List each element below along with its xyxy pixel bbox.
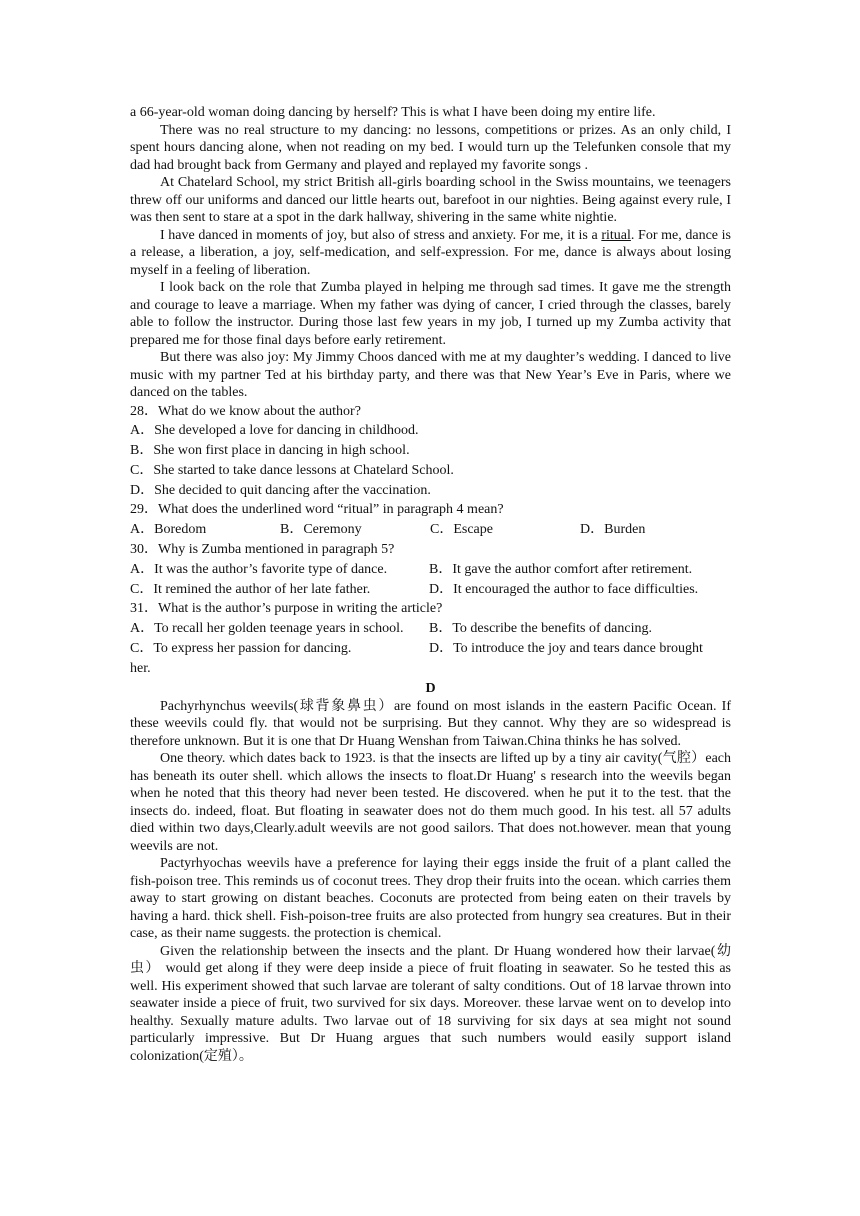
document-page — [130, 104, 731, 1065]
paragraph-text: I have danced in moments of joy, but also of stress and anxiety. For me, it is a — [160, 227, 602, 243]
question-30-stem: 30．Why is Zumba mentioned in paragraph 5? — [130, 542, 395, 558]
passage-c-paragraph-4: I look back on the role that Zumba played in helping me through sad times. It gave me the strength and courage to leave a marriage. When my father was dying of cancer, I cried through the classes, barely able to follow the instructor. During those last few years in my job, I turned up my Zumba activity that prepared me for those final days before early retirement. — [130, 280, 731, 348]
option-d: D．It encouraged the author to face difficulties. — [429, 581, 699, 597]
option-b: B．She won first place in dancing in high school. — [130, 443, 410, 459]
passage-c-paragraph-3 — [130, 227, 731, 280]
option-c: C．To express her passion for dancing. — [130, 641, 352, 657]
option-a: A．To recall her golden teenage years in school. — [130, 621, 404, 637]
option-c: C．She started to take dance lessons at Chatelard School. — [130, 462, 454, 478]
passage-c-paragraph-2: At Chatelard School, my strict British all-girls boarding school in the Swiss mountains, we teenagers threw off our uniforms and danced our little hearts out, barefoot in our nighties. Being against every rule, I was then sent to stare at a spot in the dark hallway, shivering in the same white nightie. — [130, 175, 731, 225]
passage-d-paragraph-1: Pachyrhynchus weevils(球背象鼻虫）are found on most islands in the eastern Pacific Ocean. If these weevils could fly. that would not be surprising. But they cannot. Why they are so widespread is therefore unknown. But it is one that Dr Huang Wenshan from Taiwan.China thinks he has solved. — [130, 698, 731, 749]
option-a: A．She developed a love for dancing in childhood. — [130, 423, 419, 439]
question-29-stem: 29．What does the underlined word “ritual” in paragraph 4 mean? — [130, 502, 504, 518]
paragraph-text: . For me, dance is a release, a liberation, a joy, self-medication, and self-expression. For me, dance is always about losing myself in a feeling of liberation. — [130, 227, 732, 278]
option-c: C．It remined the author of her late father. — [130, 581, 371, 597]
option-b: B．It gave the author comfort after retirement. — [429, 561, 693, 577]
passage-d-paragraph-4: Given the relationship between the insects and the plant. Dr Huang wondered how their larvae(幼虫） would get along if they were deep inside a piece of fruit floating in seawater. So he tested this as well. His experiment showed that such larvae are tolerant of salty conditions. Out of 18 larvae thrown into seawater inside a piece of fruit, two survived for six days. Moreover. these larvae went on to develop into healthy. Sexually mature adults. Two larvae out of 18 surviving for six days at sea might not sound particularly impressive. But Dr Huang argues that such numbers would easily support island colonization(定殖）。 — [130, 943, 731, 1064]
question-31-options — [130, 619, 731, 659]
option-a: A．It was the author’s favorite type of dance. — [130, 561, 388, 577]
option-c: C．Escape — [430, 522, 493, 538]
option-d: D．She decided to quit dancing after the vaccination. — [130, 482, 431, 498]
question-28-stem: 28．What do we know about the author? — [130, 403, 361, 419]
passage-c-paragraph-1: There was no real structure to my dancing: no lessons, competitions or prizes. As an only child, I spent hours dancing alone, when not reading on my bed. I would turn up the Telefunken console that my dad had brought back from Germany and played and replayed my favorite songs . — [130, 122, 731, 173]
option-b: B．To describe the benefits of dancing. — [429, 621, 652, 637]
passage-d-paragraph-3: Pactyrhyochas weevils have a preference for laying their eggs inside the fruit of a plant called the fish-poison tree. This reminds us of coconut trees. They drop their fruits into the ocean. which carries them away to start growing on distant beaches. Coconuts are protected from being eaten on their travels by having a hard. thick shell. Fish-poison-tree fruits are also protected from hungry sea creatures. But in their case, as their name suggests. the protection is chemical. — [130, 856, 731, 942]
option-d: D．To introduce the joy and tears dance brought — [429, 641, 703, 657]
option-d: D．Burden — [580, 522, 646, 538]
passage-c-paragraph-5: But there was also joy: My Jimmy Choos danced with me at my daughter’s wedding. I danced to live music with my partner Ted at his birthday party, and there was that New Year’s Eve in Paris, where we danced on the tables. — [130, 350, 731, 400]
passage-c-paragraph-0: a 66-year-old woman doing dancing by herself? This is what I have been doing my entire life. — [130, 105, 656, 120]
section-heading-d: D — [425, 680, 436, 696]
option-b: B．Ceremony — [280, 522, 362, 538]
question-29-options — [130, 520, 731, 540]
question-31-stem: 31．What is the author’s purpose in writing the article? — [130, 601, 443, 617]
option-a: A．Boredom — [130, 522, 207, 538]
option-d-wrap: her. — [130, 660, 151, 676]
underlined-word-ritual: ritual — [601, 227, 631, 243]
question-30-options — [130, 560, 731, 600]
passage-d-paragraph-2: One theory. which dates back to 1923. is that the insects are lifted up by a tiny air cavity(气腔）each has beneath its outer shell. which allows the insects to float.Dr Huang' s research into the weevils began when he noted that this theory had never been tested. He discovered. when he put it to the test. that the insects do. indeed, float. But floating in seawater does not do them much good. In his test. all 57 adults died within two days,Clearly.adult weevils are not good sailors. That does not.however. mean that young weevils are not. — [130, 751, 731, 854]
question-28-options — [130, 421, 731, 500]
